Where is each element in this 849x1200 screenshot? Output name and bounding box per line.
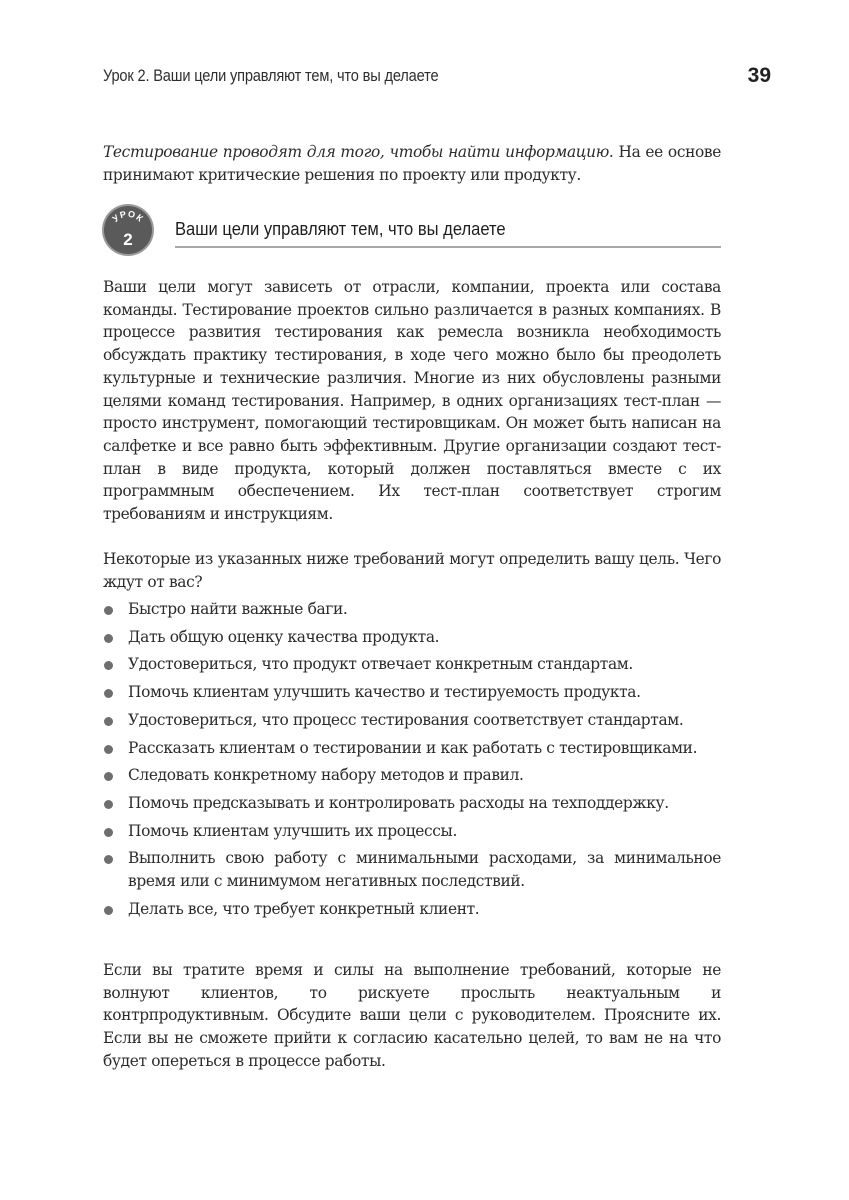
list-item (103, 653, 721, 676)
intro-italic-text: Тестирование проводят для того, чтобы найти информацию. (103, 143, 614, 161)
list-item-text: Помочь клиентам улучшить их процессы. (128, 821, 458, 840)
list-item (103, 598, 721, 621)
list-item (103, 737, 721, 760)
list-item (103, 898, 721, 921)
list-item-text: Быстро найти важные баги. (128, 600, 348, 618)
bullet-icon (104, 606, 113, 615)
bullet-icon (104, 634, 113, 643)
lesson-badge-label: УРОК (110, 208, 146, 225)
running-header: Урок 2. Ваши цели управляют тем, что вы делаете (103, 66, 439, 85)
bullet-icon (104, 772, 113, 781)
list-item (103, 820, 721, 843)
list-item (103, 626, 721, 649)
lesson-title: Ваши цели управляют тем, что вы делаете (175, 219, 506, 239)
list-item-text: Выполнить свою работу с минимальными расходами, за минимальное время или с минимумом негативных последствий. (128, 849, 721, 891)
list-item (103, 709, 721, 732)
list-item (103, 681, 721, 704)
list-item-text: Делать все, что требует конкретный клиент. (128, 899, 480, 918)
bullet-icon (104, 717, 113, 726)
bullet-icon (104, 855, 113, 864)
lesson-badge-number: 2 (123, 230, 133, 249)
lesson-header (101, 203, 721, 251)
requirements-list (103, 598, 721, 925)
page-number: 39 (747, 64, 771, 87)
list-item (103, 792, 721, 815)
paragraph-text: Некоторые из указанных ниже требований могут определить вашу цель. Чего ждут от вас? (103, 550, 721, 591)
intro-text: На ее основе принимают критические решения по проекту или продукту. (103, 143, 722, 184)
intro-paragraph (103, 141, 721, 186)
bullet-icon (104, 689, 113, 698)
body-paragraph-3 (103, 959, 721, 1073)
bullet-icon (104, 828, 113, 837)
list-item-text: Рассказать клиентам о тестировании и как работать с тестировщиками. (128, 738, 698, 757)
paragraph-text: Ваши цели могут зависеть от отрасли, компании, проекта или состава команды. Тестирование проектов сильно различается в разных компаниях. В процессе развития тестирования как ремесла возникла необходимость обсуждать практику тестирования, в ходе чего можно было бы преодолеть культурные и технические различия. Многие из них обусловлены разными целями команд тестирования. Например, в одних организациях тест-план — просто инструмент, помогающий тестировщикам. Он может быть написан на салфетке и все равно быть эффективным. Другие организации создают тест-план в виде продукта, который должен поставляться вместе с их программным обеспечением. Их тест-план соответствует строгим требованиям и инструкциям. (103, 278, 721, 524)
lesson-badge-icon (101, 203, 155, 257)
bullet-icon (104, 906, 113, 915)
lesson-title-underline (175, 246, 721, 248)
bullet-icon (104, 745, 113, 754)
bullet-icon (104, 800, 113, 809)
list-item-text: Дать общую оценку качества продукта. (128, 627, 440, 646)
body-paragraph-1 (103, 276, 721, 526)
list-item (103, 847, 721, 892)
bullet-icon (104, 661, 113, 670)
list-item-text: Помочь предсказывать и контролировать расходы на техподдержку. (128, 793, 669, 812)
list-item-text: Удостовериться, что процесс тестирования соответствует стандартам. (128, 710, 684, 729)
body-paragraph-2 (103, 548, 721, 593)
list-item-text: Следовать конкретному набору методов и правил. (128, 766, 524, 785)
list-item-text: Помочь клиентам улучшить качество и тестируемость продукта. (128, 683, 641, 702)
list-item (103, 764, 721, 787)
list-item-text: Удостовериться, что продукт отвечает конкретным стандартам. (128, 655, 633, 674)
paragraph-text: Если вы тратите время и силы на выполнение требований, которые не волнуют клиентов, то рискуете прослыть неактуальным и контрпродуктивным. Обсудите ваши цели с руководителем. Проясните их. Если вы не сможете прийти к согласию касательно целей, то вам не на что будет опереться в процессе работы. (103, 961, 721, 1070)
